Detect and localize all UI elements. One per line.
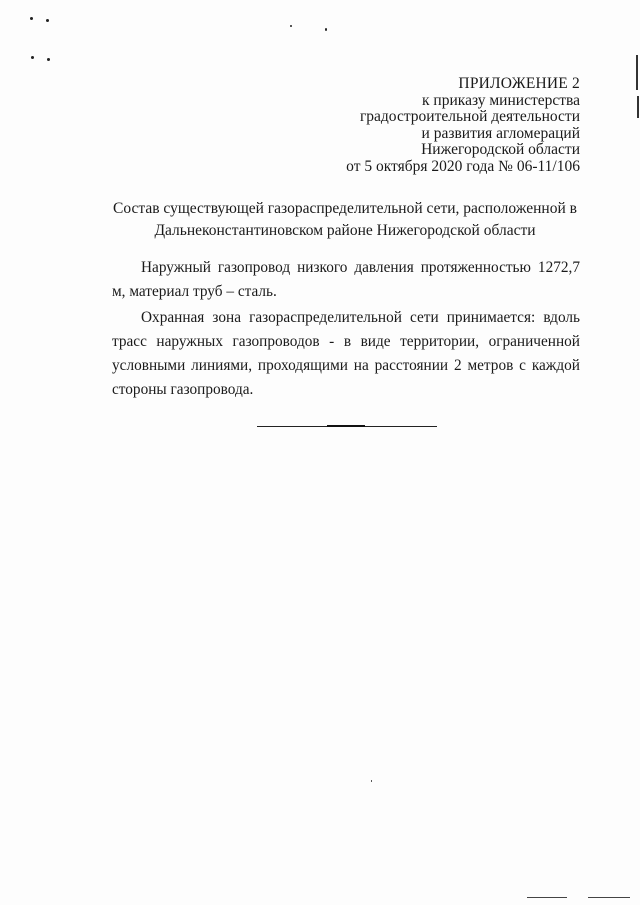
footer-scan-line	[588, 897, 630, 898]
document-title-line: Состав существующей газораспределительной сети, расположенной в	[113, 200, 577, 217]
appendix-line: и развития агломераций	[421, 124, 580, 142]
closing-separator-accent	[327, 425, 365, 427]
appendix-line: от 5 октября 2020 года № 06-11/106	[346, 157, 580, 175]
document-body	[112, 256, 580, 403]
scan-edge-mark	[636, 55, 638, 90]
scan-speck	[371, 780, 372, 782]
body-paragraph: Охранная зона газораспределительной сети принимается: вдоль трасс наружных газопроводов - в виде территории, ограниченной условными линиями, проходящими на расстоянии 2 метров с каждой стороны газопровода.	[112, 308, 580, 399]
scan-speck	[290, 25, 292, 27]
scan-speck	[325, 28, 327, 31]
appendix-line: Нижегородской области	[421, 141, 580, 159]
document-title-line: Дальнеконстантиновском районе Нижегородской области	[154, 222, 536, 239]
scan-edge-mark	[637, 96, 639, 118]
appendix-line: к приказу министерства	[422, 91, 580, 109]
body-paragraph: Наружный газопровод низкого давления протяженностью 1272,7 м, материал труб – сталь.	[112, 259, 580, 301]
scan-speck	[46, 19, 49, 22]
appendix-line: градостроительной деятельности	[359, 108, 580, 126]
scan-speck	[47, 58, 50, 61]
appendix-title: ПРИЛОЖЕНИЕ 2	[458, 75, 580, 92]
footer-scan-line	[527, 897, 567, 898]
scan-speck	[30, 17, 33, 20]
appendix-header	[250, 76, 580, 176]
scan-speck	[31, 56, 34, 59]
document-title	[90, 198, 600, 242]
